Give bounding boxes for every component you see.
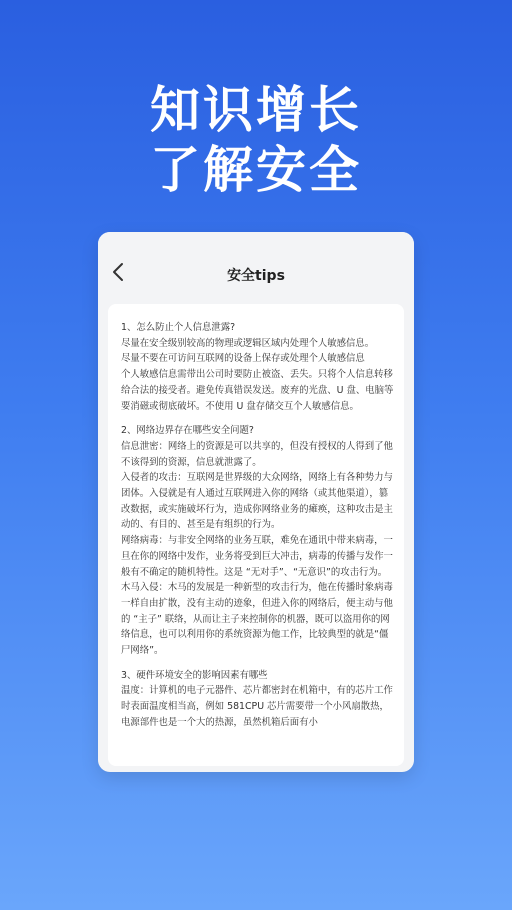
section-1-paragraph: 尽量在安全级别较高的物理或逻辑区域内处理个人敏感信息。 <box>121 337 375 349</box>
section-1-paragraph: 个人敏感信息需带出公司时要防止被盗、丢失。只将个人信息转移给合法的接受者。避免传真错误发送。废弃的光盘、U 盘、电脑等要消磁或彻底破坏。不使用 U 盘存储交互个人敏感信息。 <box>121 369 394 412</box>
section-2-paragraph: 信息泄密：网络上的资源是可以共享的，但没有授权的人得到了他不该得到的资源，信息就泄露了。 <box>121 440 393 468</box>
section-1-paragraph: 尽量不要在可访问互联网的设备上保存或处理个人敏感信息 <box>121 353 365 365</box>
section-gap <box>121 659 394 668</box>
page-title: 安全tips <box>227 268 285 284</box>
section-1-heading: 1、怎么防止个人信息泄露? <box>121 322 236 333</box>
promo-headline <box>0 80 512 200</box>
section-3-paragraph: 温度：计算机的电子元器件、芯片都密封在机箱中，有的芯片工作时表面温度相当高，例如 581CPU 芯片需要带一个小风扇散热，电源部件也是一个大的热源，虽然机箱后面有小 <box>121 685 393 728</box>
nav-bar <box>98 232 414 296</box>
headline-line-1: 知识增长 <box>150 81 362 139</box>
section-gap <box>121 414 394 423</box>
phone-screen <box>98 232 414 772</box>
section-2-paragraph: 入侵者的攻击：互联网是世界级的大众网络，网络上有各种势力与团体。入侵就是有人通过互联网进入你的网络（或其他渠道），篡改数据，或实施破坏行为，造成你网络业务的瘫痪，这种攻击是主动的、有目的、甚至是有组织的行为。 <box>121 472 393 531</box>
tips-content <box>108 304 404 731</box>
headline-line-2: 了解安全 <box>150 141 362 199</box>
section-3-heading: 3、硬件环境安全的影响因素有哪些 <box>121 669 268 681</box>
section-2-paragraph: 网络病毒：与非安全网络的业务互联，难免在通讯中带来病毒，一旦在你的网络中发作，业务将受到巨大冲击，病毒的传播与发作一般有不确定的随机特性。这是 “无对手”、“无意识”的攻击行为。 <box>121 535 393 578</box>
tips-card[interactable] <box>108 304 404 766</box>
section-2-heading: 2、网络边界存在哪些安全问题? <box>121 425 254 437</box>
section-2-paragraph: 木马入侵：木马的发展是一种新型的攻击行为，他在传播时象病毒一样自由扩散，没有主动的迹象，但进入你的网络后，便主动与他的 “主子” 联络，从而让主子来控制你的机器，既可以盗用你的网络信息，也可以利用你的系统资源为他工作，比较典型的就是“僵尸网络”。 <box>121 582 393 657</box>
